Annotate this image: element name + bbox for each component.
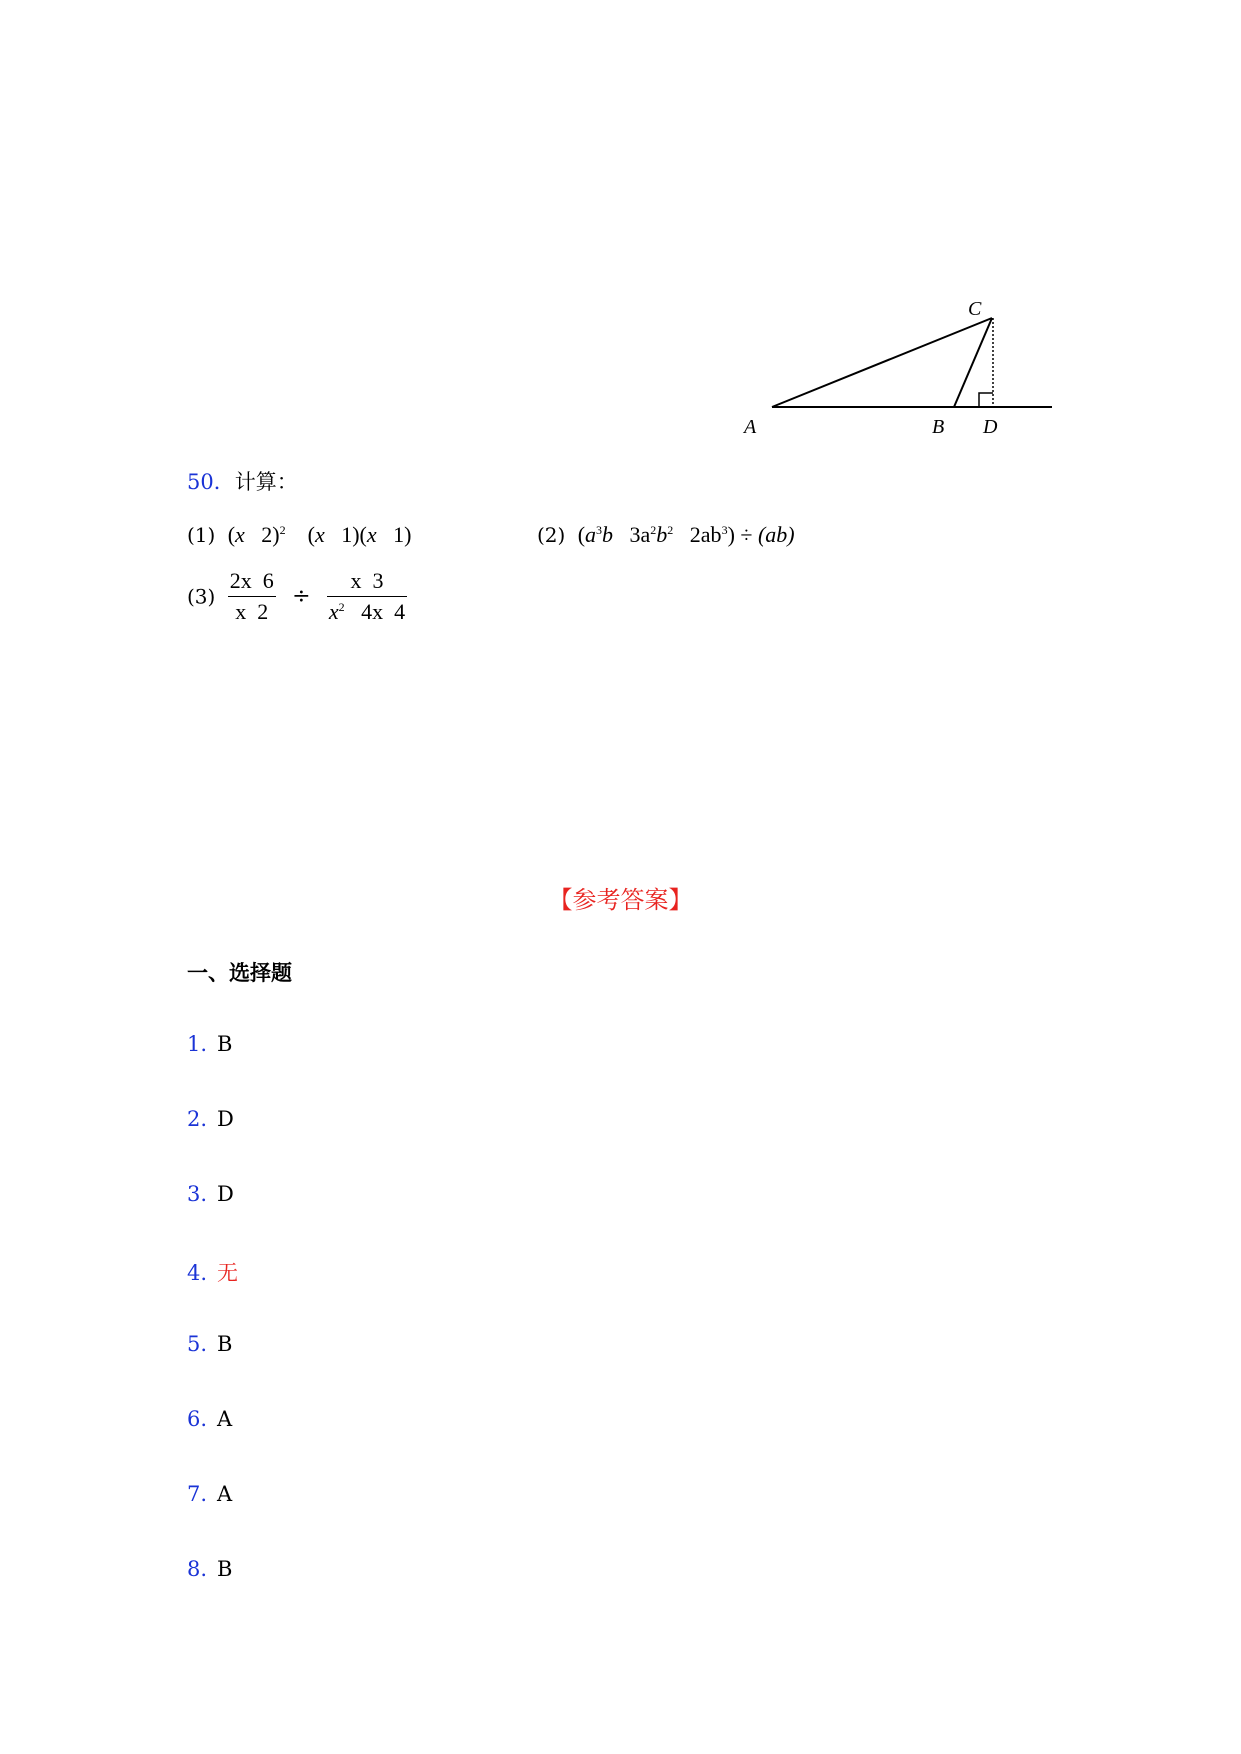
answer-item — [187, 1107, 234, 1131]
label-a: A — [744, 416, 757, 438]
right-angle-mark — [979, 393, 993, 407]
answer-value: D — [217, 1107, 234, 1131]
answer-item — [187, 1257, 238, 1287]
answer-number: 7. — [187, 1482, 208, 1506]
answer-value: 无 — [217, 1261, 239, 1285]
answer-value: B — [217, 1557, 233, 1581]
answer-value: A — [217, 1407, 233, 1431]
part-2 — [537, 522, 795, 548]
answer-title: 【参考答案】 — [548, 886, 693, 914]
answer-item — [187, 1407, 232, 1431]
part-2-expression: ($a^3b$ $3a^2b^2$ $2ab^3) \div (ab)$ — [577, 522, 795, 547]
division-sign: ÷ — [292, 584, 311, 609]
answer-number: 1. — [187, 1032, 208, 1056]
answer-item — [187, 1482, 232, 1506]
answer-number: 3. — [187, 1182, 208, 1206]
fraction-2: $\frac{x 3}{x^2 4x 4}$ — [328, 568, 406, 624]
answer-item — [187, 1332, 232, 1356]
part-3 — [187, 568, 407, 625]
fraction-1: $\frac{2x 6}{x 2}$ — [229, 568, 274, 624]
answer-value: B — [217, 1032, 233, 1056]
section-title: 一、选择题 — [187, 961, 292, 985]
part-1-expression: (x 2)$^2$ (x 1)(x 1) — [227, 522, 412, 547]
part-2-label: (2) — [537, 523, 566, 547]
part-1-label: (1) — [187, 523, 216, 547]
answer-number: 2. — [187, 1107, 208, 1131]
answer-value: D — [217, 1182, 234, 1206]
answer-item — [187, 1182, 234, 1206]
answer-number: 6. — [187, 1407, 208, 1431]
question-heading — [187, 466, 298, 496]
answer-value: B — [217, 1332, 233, 1356]
label-d: D — [983, 416, 998, 438]
answer-number: 8. — [187, 1557, 208, 1581]
part-3-label: (3) — [187, 584, 216, 609]
question-number: 50． — [187, 470, 235, 494]
answer-item — [187, 1557, 232, 1581]
answer-number: 4. — [187, 1261, 208, 1285]
triangle-figure — [730, 295, 1070, 445]
answer-number: 5. — [187, 1332, 208, 1356]
answer-item — [187, 1032, 232, 1056]
question-text: 计算： — [234, 470, 298, 494]
label-c: C — [968, 298, 982, 320]
answer-value: A — [217, 1482, 233, 1506]
part-1 — [187, 522, 411, 548]
label-b: B — [932, 416, 945, 438]
